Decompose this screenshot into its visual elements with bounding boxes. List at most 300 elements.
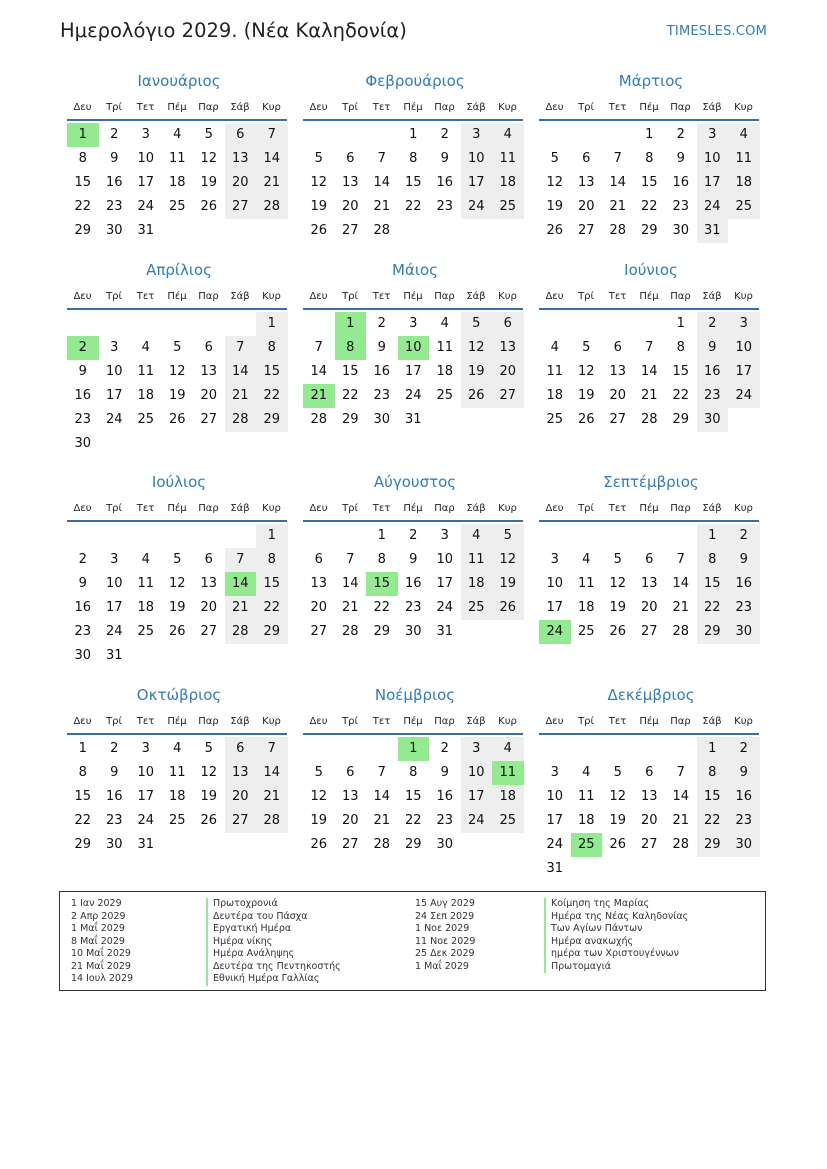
weekday-label: Τρί: [106, 716, 122, 727]
day-cell: 20: [640, 600, 658, 615]
day-cell: 25: [728, 195, 760, 219]
day-cell: 9: [440, 151, 449, 166]
day-cell: 25: [137, 412, 155, 427]
day-cell: 11: [436, 340, 454, 355]
day-cell: 6: [346, 765, 355, 780]
day-cell: 6: [225, 737, 257, 761]
day-cell: 25: [168, 199, 186, 214]
day-cell: 9: [697, 336, 729, 360]
day-cell: 28: [225, 620, 257, 644]
day-cell: 10: [137, 151, 155, 166]
weekday-label: Δευ: [73, 102, 92, 113]
day-cell: 27: [225, 809, 257, 833]
weekday-label: Πέμ: [403, 503, 423, 514]
weekday-header: [539, 503, 763, 521]
day-cell: 7: [377, 151, 386, 166]
weekday-label: Σάβ: [466, 503, 486, 514]
weekday-label: Κυρ: [498, 503, 517, 514]
day-cell: 4: [728, 123, 760, 147]
day-cell: 24: [461, 195, 493, 219]
day-cell: 18: [492, 171, 524, 195]
holiday-day-cell: 25: [571, 833, 603, 857]
day-cell: 18: [728, 171, 760, 195]
month-name: Απρίλιος: [146, 261, 212, 279]
month-name: Σεπτέμβριος: [603, 473, 699, 491]
day-cell: 20: [310, 600, 328, 615]
day-cell: 8: [697, 548, 729, 572]
day-cell: 26: [200, 199, 218, 214]
day-cell: 9: [377, 340, 386, 355]
day-cell: 8: [676, 340, 685, 355]
day-cell: 18: [577, 600, 595, 615]
month-name: Οκτώβριος: [136, 686, 222, 704]
day-cell: 15: [74, 789, 92, 804]
day-cell: 22: [74, 813, 92, 828]
weekday-label: Δευ: [73, 291, 92, 302]
holiday-day-cell: 8: [335, 336, 367, 360]
day-cell: 4: [582, 552, 591, 567]
day-cell: 21: [609, 199, 627, 214]
day-cell: 31: [137, 837, 155, 852]
weekday-label: Παρ: [198, 102, 219, 113]
day-cell: 22: [697, 809, 729, 833]
day-cell: 23: [105, 813, 123, 828]
day-cell: 9: [728, 548, 760, 572]
day-cell: 16: [697, 360, 729, 384]
day-cell: 7: [613, 151, 622, 166]
day-cell: 8: [78, 151, 87, 166]
day-cell: 14: [672, 789, 690, 804]
weekday-label: Πέμ: [639, 716, 659, 727]
day-cell: 15: [697, 785, 729, 809]
day-cell: 3: [461, 737, 493, 761]
legend-date: 8 Μαΐ 2029: [71, 935, 125, 947]
days-grid: [303, 312, 527, 482]
weekday-header: [303, 291, 527, 309]
weekday-label: Παρ: [670, 291, 691, 302]
legend-date: 1 Ιαν 2029: [71, 898, 122, 909]
day-cell: 7: [225, 336, 257, 360]
day-cell: 14: [640, 364, 658, 379]
day-cell: 9: [110, 765, 119, 780]
day-cell: 23: [672, 199, 690, 214]
weekday-label: Τρί: [106, 291, 122, 302]
day-cell: 17: [404, 364, 422, 379]
day-cell: 3: [461, 123, 493, 147]
day-cell: 5: [314, 765, 323, 780]
day-cell: 6: [613, 340, 622, 355]
legend-holiday-name: Δευτέρα του Πάσχα: [206, 911, 341, 924]
day-cell: 15: [404, 789, 422, 804]
day-cell: 3: [110, 340, 119, 355]
day-cell: 8: [409, 765, 418, 780]
weekday-label: Σάβ: [466, 716, 486, 727]
holiday-day-cell: 14: [225, 572, 257, 596]
day-cell: 5: [314, 151, 323, 166]
weekday-label: Παρ: [670, 102, 691, 113]
day-cell: 24: [105, 624, 123, 639]
day-cell: 9: [409, 552, 418, 567]
legend-holiday-name: Κοίμηση της Μαρίας: [544, 898, 688, 911]
weekday-label: Κυρ: [262, 503, 281, 514]
weekday-header: [303, 716, 527, 734]
day-cell: 15: [672, 364, 690, 379]
day-cell: 28: [672, 624, 690, 639]
month-name: Φεβρουάριος: [365, 72, 465, 90]
day-cell: 7: [256, 123, 288, 147]
header-divider: [67, 520, 287, 522]
day-cell: 4: [492, 123, 524, 147]
weekday-label: Κυρ: [262, 291, 281, 302]
day-cell: 1: [645, 127, 654, 142]
day-cell: 22: [256, 596, 288, 620]
legend-holiday-name: Πρωτοχρονιά: [206, 898, 341, 911]
day-cell: 22: [697, 596, 729, 620]
day-cell: 24: [697, 195, 729, 219]
weekday-label: Τετ: [608, 503, 627, 514]
day-cell: 4: [141, 340, 150, 355]
weekday-label: Κυρ: [262, 102, 281, 113]
day-cell: 1: [377, 528, 386, 543]
day-cell: 16: [74, 600, 92, 615]
day-cell: 8: [256, 336, 288, 360]
month-name: Νοέμβριος: [374, 686, 456, 704]
day-cell: 21: [672, 813, 690, 828]
day-cell: 30: [105, 837, 123, 852]
day-cell: 12: [492, 548, 524, 572]
day-cell: 28: [640, 412, 658, 427]
day-cell: 9: [440, 765, 449, 780]
day-cell: 11: [577, 576, 595, 591]
day-cell: 25: [168, 813, 186, 828]
day-cell: 16: [105, 789, 123, 804]
day-cell: 29: [672, 412, 690, 427]
day-cell: 14: [373, 789, 391, 804]
day-cell: 11: [577, 789, 595, 804]
day-cell: 26: [310, 223, 328, 238]
day-cell: 11: [492, 147, 524, 171]
weekday-label: Πέμ: [167, 716, 187, 727]
legend-date: 14 Ιουλ 2029: [71, 973, 134, 984]
day-cell: 3: [141, 127, 150, 142]
day-cell: 19: [609, 813, 627, 828]
day-cell: 28: [256, 195, 288, 219]
weekday-label: Τετ: [372, 503, 391, 514]
day-cell: 30: [404, 624, 422, 639]
day-cell: 20: [200, 600, 218, 615]
day-cell: 9: [78, 576, 87, 591]
legend-holiday-name: Πρωτομαγιά: [544, 961, 688, 974]
day-cell: 29: [373, 624, 391, 639]
legend-date: 25 Δεκ 2029: [415, 948, 475, 959]
weekday-label: Τρί: [578, 503, 594, 514]
day-cell: 9: [78, 364, 87, 379]
day-cell: 9: [110, 151, 119, 166]
day-cell: 30: [436, 837, 454, 852]
legend-date: 2 Απρ 2029: [71, 910, 126, 922]
day-cell: 2: [728, 524, 760, 548]
day-cell: 16: [404, 576, 422, 591]
day-cell: 9: [728, 761, 760, 785]
day-cell: 5: [173, 552, 182, 567]
day-cell: 11: [168, 765, 186, 780]
day-cell: 15: [256, 572, 288, 596]
weekday-label: Τρί: [342, 716, 358, 727]
day-cell: 7: [256, 737, 288, 761]
day-cell: 7: [225, 548, 257, 572]
weekday-label: Τετ: [608, 102, 627, 113]
month-name: Ιανουάριος: [137, 72, 221, 90]
weekday-label: Πέμ: [167, 291, 187, 302]
day-cell: 21: [225, 596, 257, 620]
day-cell: 13: [577, 175, 595, 190]
legend-holiday-name: Ημέρα ανακωχής: [544, 936, 688, 949]
day-cell: 2: [676, 127, 685, 142]
day-cell: 17: [105, 600, 123, 615]
day-cell: 13: [341, 175, 359, 190]
weekday-label: Τρί: [106, 102, 122, 113]
day-cell: 2: [409, 528, 418, 543]
day-cell: 17: [461, 785, 493, 809]
day-cell: 31: [436, 624, 454, 639]
day-cell: 24: [105, 412, 123, 427]
legend-date: 24 Σεπ 2029: [415, 910, 475, 922]
weekday-header: [539, 716, 763, 734]
day-cell: 19: [168, 600, 186, 615]
day-cell: 15: [404, 175, 422, 190]
days-grid: [303, 737, 527, 907]
day-cell: 10: [105, 576, 123, 591]
day-cell: 25: [137, 624, 155, 639]
day-cell: 31: [137, 223, 155, 238]
day-cell: 14: [672, 576, 690, 591]
day-cell: 19: [310, 199, 328, 214]
day-cell: 29: [256, 620, 288, 644]
day-cell: 19: [577, 388, 595, 403]
weekday-label: Πέμ: [403, 716, 423, 727]
day-cell: 31: [697, 219, 729, 243]
day-cell: 14: [310, 364, 328, 379]
day-cell: 4: [440, 316, 449, 331]
weekday-label: Τετ: [136, 503, 155, 514]
day-cell: 22: [74, 199, 92, 214]
day-cell: 2: [377, 316, 386, 331]
day-cell: 7: [676, 552, 685, 567]
weekday-label: Δευ: [545, 291, 564, 302]
day-cell: 18: [577, 813, 595, 828]
days-grid: [67, 524, 291, 694]
holiday-day-cell: 1: [67, 123, 99, 147]
day-cell: 28: [672, 837, 690, 852]
header-divider: [539, 308, 759, 310]
day-cell: 5: [204, 741, 213, 756]
header-divider: [539, 733, 759, 735]
day-cell: 14: [373, 175, 391, 190]
day-cell: 28: [373, 837, 391, 852]
weekday-label: Δευ: [73, 503, 92, 514]
day-cell: 16: [728, 572, 760, 596]
weekday-label: Παρ: [670, 716, 691, 727]
day-cell: 6: [582, 151, 591, 166]
day-cell: 1: [409, 127, 418, 142]
day-cell: 12: [168, 576, 186, 591]
day-cell: 8: [377, 552, 386, 567]
day-cell: 18: [546, 388, 564, 403]
weekday-header: [303, 102, 527, 120]
day-cell: 17: [728, 360, 760, 384]
weekday-label: Δευ: [545, 102, 564, 113]
weekday-label: Τρί: [342, 291, 358, 302]
legend-right-dates: [415, 898, 475, 973]
weekday-label: Δευ: [309, 716, 328, 727]
day-cell: 10: [436, 552, 454, 567]
day-cell: 26: [461, 384, 493, 408]
day-cell: 27: [577, 223, 595, 238]
legend-holiday-name: Ημέρα της Νέας Καληδονίας: [544, 911, 688, 924]
day-cell: 24: [404, 388, 422, 403]
day-cell: 13: [640, 789, 658, 804]
day-cell: 29: [697, 620, 729, 644]
day-cell: 30: [373, 412, 391, 427]
holiday-legend: [59, 891, 766, 991]
day-cell: 12: [546, 175, 564, 190]
month-name: Δεκέμβριος: [607, 686, 695, 704]
month-name: Ιούνιος: [624, 261, 678, 279]
day-cell: 7: [676, 765, 685, 780]
day-cell: 10: [546, 576, 564, 591]
day-cell: 7: [645, 340, 654, 355]
day-cell: 5: [461, 312, 493, 336]
day-cell: 5: [613, 765, 622, 780]
weekday-label: Κυρ: [262, 716, 281, 727]
day-cell: 16: [728, 785, 760, 809]
day-cell: 24: [461, 809, 493, 833]
day-cell: 23: [105, 199, 123, 214]
header-divider: [303, 520, 523, 522]
day-cell: 29: [74, 837, 92, 852]
header-divider: [539, 119, 759, 121]
holiday-day-cell: 15: [366, 572, 398, 596]
month-name: Ιούλιος: [151, 473, 207, 491]
day-cell: 13: [640, 576, 658, 591]
weekday-label: Κυρ: [734, 102, 753, 113]
day-cell: 8: [409, 151, 418, 166]
weekday-label: Τετ: [608, 716, 627, 727]
legend-left-dates: [71, 898, 133, 986]
day-cell: 20: [225, 785, 257, 809]
day-cell: 11: [168, 151, 186, 166]
day-cell: 3: [550, 552, 559, 567]
day-cell: 7: [314, 340, 323, 355]
legend-date: 11 Νοε 2029: [415, 935, 476, 947]
day-cell: 4: [141, 552, 150, 567]
legend-left-names: [206, 898, 341, 986]
day-cell: 13: [310, 576, 328, 591]
day-cell: 16: [436, 789, 454, 804]
day-cell: 6: [204, 552, 213, 567]
weekday-label: Τρί: [342, 503, 358, 514]
weekday-label: Τετ: [372, 291, 391, 302]
day-cell: 22: [256, 384, 288, 408]
day-cell: 20: [200, 388, 218, 403]
days-grid: [303, 524, 527, 694]
weekday-label: Πέμ: [639, 102, 659, 113]
day-cell: 13: [200, 364, 218, 379]
day-cell: 18: [168, 175, 186, 190]
holiday-day-cell: 24: [539, 620, 571, 644]
day-cell: 19: [546, 199, 564, 214]
month-name: Μάιος: [392, 261, 438, 279]
day-cell: 29: [404, 837, 422, 852]
day-cell: 3: [728, 312, 760, 336]
day-cell: 6: [346, 151, 355, 166]
weekday-label: Τετ: [372, 102, 391, 113]
day-cell: 2: [728, 737, 760, 761]
day-cell: 19: [200, 175, 218, 190]
day-cell: 13: [225, 147, 257, 171]
weekday-label: Σάβ: [702, 716, 722, 727]
day-cell: 10: [697, 147, 729, 171]
day-cell: 2: [440, 741, 449, 756]
day-cell: 25: [492, 195, 524, 219]
day-cell: 21: [373, 199, 391, 214]
day-cell: 12: [461, 336, 493, 360]
weekday-label: Παρ: [434, 503, 455, 514]
day-cell: 31: [105, 648, 123, 663]
day-cell: 22: [640, 199, 658, 214]
day-cell: 2: [697, 312, 729, 336]
day-cell: 20: [492, 360, 524, 384]
day-cell: 24: [546, 837, 564, 852]
day-cell: 21: [256, 171, 288, 195]
weekday-label: Σάβ: [230, 102, 250, 113]
day-cell: 31: [546, 861, 564, 876]
day-cell: 17: [461, 171, 493, 195]
day-cell: 26: [200, 813, 218, 828]
month-name: Αύγουστος: [373, 473, 457, 491]
legend-right-names: [544, 898, 688, 973]
day-cell: 25: [577, 624, 595, 639]
day-cell: 26: [609, 624, 627, 639]
day-cell: 27: [609, 412, 627, 427]
day-cell: 27: [341, 837, 359, 852]
day-cell: 17: [137, 789, 155, 804]
day-cell: 30: [74, 648, 92, 663]
day-cell: 6: [314, 552, 323, 567]
site-link[interactable]: TIMESLES.COM: [666, 24, 767, 39]
day-cell: 14: [341, 576, 359, 591]
weekday-label: Πέμ: [639, 291, 659, 302]
days-grid: [539, 312, 763, 482]
weekday-header: [67, 503, 291, 521]
weekday-label: Κυρ: [734, 716, 753, 727]
day-cell: 11: [546, 364, 564, 379]
day-cell: 27: [341, 223, 359, 238]
weekday-label: Κυρ: [498, 716, 517, 727]
day-cell: 16: [105, 175, 123, 190]
day-cell: 8: [256, 548, 288, 572]
day-cell: 10: [461, 761, 493, 785]
day-cell: 29: [256, 408, 288, 432]
day-cell: 1: [676, 316, 685, 331]
day-cell: 18: [492, 785, 524, 809]
day-cell: 27: [640, 837, 658, 852]
day-cell: 15: [256, 360, 288, 384]
day-cell: 23: [74, 624, 92, 639]
weekday-label: Τετ: [136, 716, 155, 727]
day-cell: 5: [492, 524, 524, 548]
day-cell: 2: [440, 127, 449, 142]
